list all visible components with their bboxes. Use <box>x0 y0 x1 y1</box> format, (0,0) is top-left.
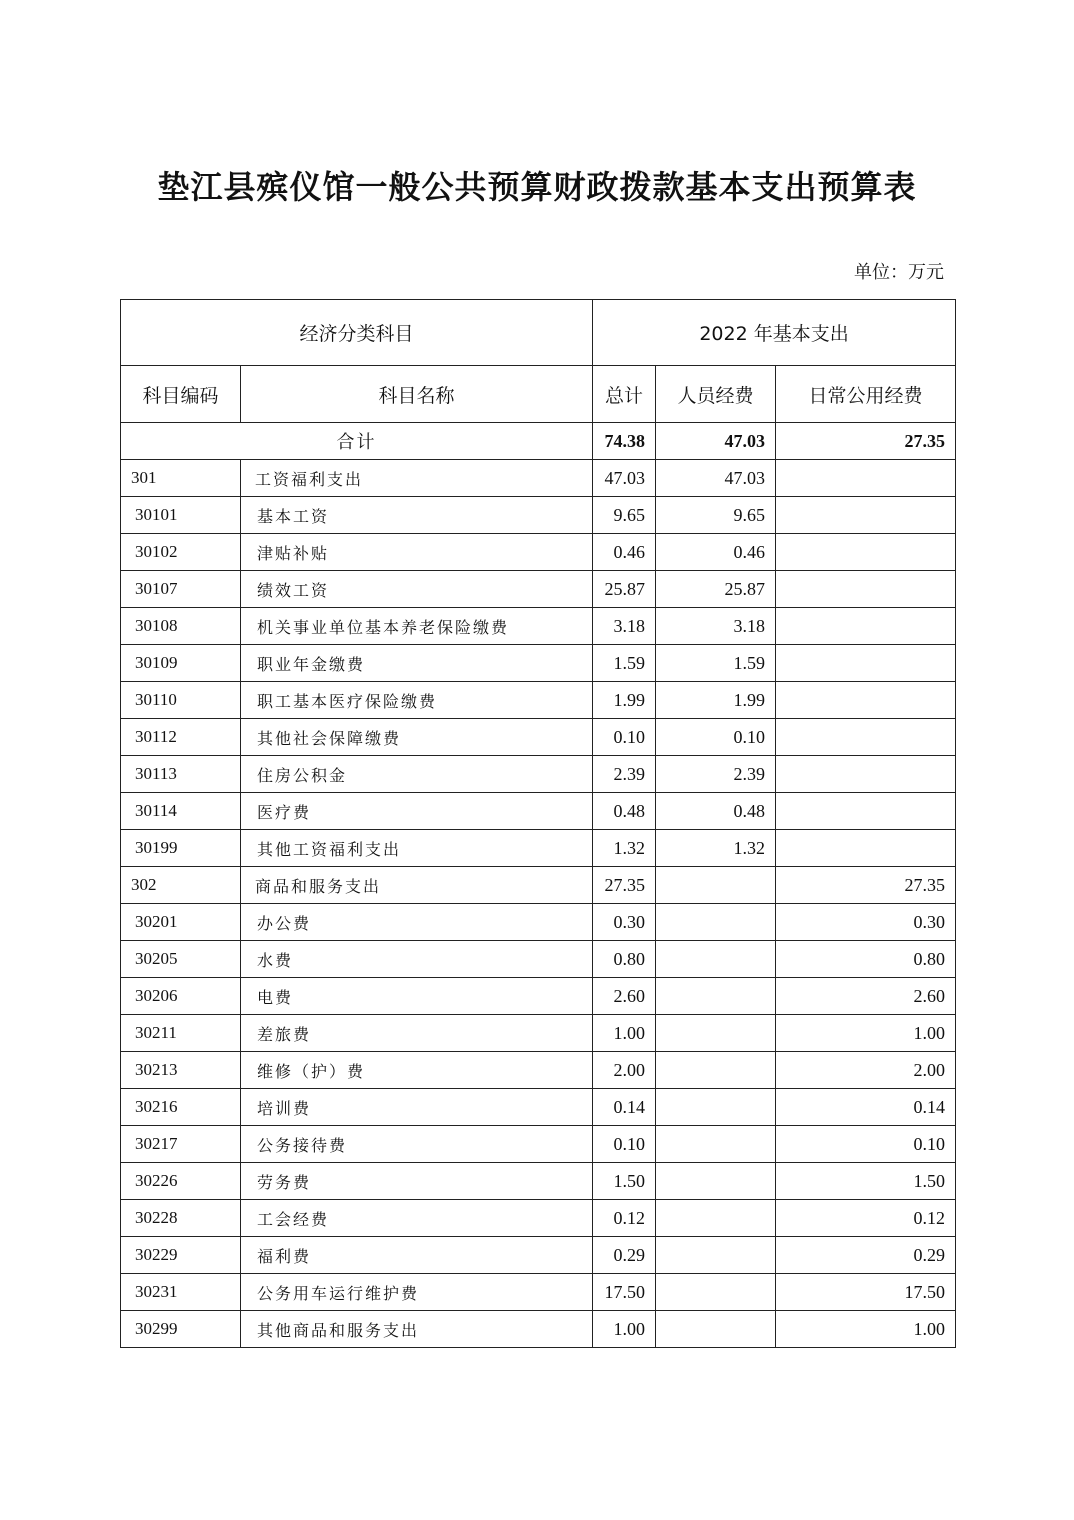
row-public <box>776 571 956 608</box>
table-row <box>121 534 956 571</box>
row-total: 1.59 <box>593 645 656 682</box>
row-personnel: 9.65 <box>656 497 776 534</box>
row-name: 维修（护）费 <box>241 1052 593 1089</box>
row-code: 30205 <box>121 941 241 978</box>
row-name: 其他工资福利支出 <box>241 830 593 867</box>
row-code: 30199 <box>121 830 241 867</box>
row-public <box>776 497 956 534</box>
row-personnel: 2.39 <box>656 756 776 793</box>
row-name: 职业年金缴费 <box>241 645 593 682</box>
table-row <box>121 460 956 497</box>
row-code: 30113 <box>121 756 241 793</box>
row-total: 2.60 <box>593 978 656 1015</box>
row-total: 1.32 <box>593 830 656 867</box>
row-total: 2.00 <box>593 1052 656 1089</box>
row-code: 30201 <box>121 904 241 941</box>
table-row <box>121 1237 956 1274</box>
row-name: 公务用车运行维护费 <box>241 1274 593 1311</box>
row-name: 水费 <box>241 941 593 978</box>
header-economic-classification: 经济分类科目 <box>121 300 593 366</box>
total-public: 27.35 <box>776 423 956 460</box>
total-personnel: 47.03 <box>656 423 776 460</box>
row-personnel <box>656 1200 776 1237</box>
row-personnel <box>656 1311 776 1348</box>
row-name: 其他社会保障缴费 <box>241 719 593 756</box>
row-name: 差旅费 <box>241 1015 593 1052</box>
row-name: 工资福利支出 <box>241 460 593 497</box>
row-code: 30216 <box>121 1089 241 1126</box>
row-name: 医疗费 <box>241 793 593 830</box>
row-personnel <box>656 1015 776 1052</box>
row-public <box>776 645 956 682</box>
row-total: 0.48 <box>593 793 656 830</box>
total-label: 合计 <box>121 423 593 460</box>
row-name: 培训费 <box>241 1089 593 1126</box>
row-personnel: 1.99 <box>656 682 776 719</box>
row-code: 30226 <box>121 1163 241 1200</box>
row-personnel <box>656 1274 776 1311</box>
row-code: 30217 <box>121 1126 241 1163</box>
row-name: 津贴补贴 <box>241 534 593 571</box>
row-public: 0.80 <box>776 941 956 978</box>
row-personnel: 1.59 <box>656 645 776 682</box>
table-row <box>121 867 956 904</box>
row-total: 0.29 <box>593 1237 656 1274</box>
row-code: 30228 <box>121 1200 241 1237</box>
table-row <box>121 1274 956 1311</box>
row-name: 绩效工资 <box>241 571 593 608</box>
row-name: 职工基本医疗保险缴费 <box>241 682 593 719</box>
row-code: 301 <box>121 460 241 497</box>
row-public: 1.50 <box>776 1163 956 1200</box>
row-public: 0.30 <box>776 904 956 941</box>
row-public: 27.35 <box>776 867 956 904</box>
row-code: 30112 <box>121 719 241 756</box>
row-personnel: 47.03 <box>656 460 776 497</box>
row-personnel: 0.10 <box>656 719 776 756</box>
row-code: 302 <box>121 867 241 904</box>
row-total: 2.39 <box>593 756 656 793</box>
row-total: 47.03 <box>593 460 656 497</box>
row-personnel: 1.32 <box>656 830 776 867</box>
row-public <box>776 793 956 830</box>
table-row <box>121 904 956 941</box>
row-public <box>776 719 956 756</box>
row-public: 2.00 <box>776 1052 956 1089</box>
row-personnel: 3.18 <box>656 608 776 645</box>
row-name: 电费 <box>241 978 593 1015</box>
row-personnel: 25.87 <box>656 571 776 608</box>
table-row <box>121 941 956 978</box>
table-row <box>121 1163 956 1200</box>
row-code: 30109 <box>121 645 241 682</box>
row-name: 福利费 <box>241 1237 593 1274</box>
row-code: 30206 <box>121 978 241 1015</box>
row-total: 17.50 <box>593 1274 656 1311</box>
row-personnel <box>656 904 776 941</box>
table-row <box>121 793 956 830</box>
table-row <box>121 1311 956 1348</box>
table-row <box>121 1089 956 1126</box>
header-column-row <box>121 366 956 423</box>
row-total: 0.10 <box>593 719 656 756</box>
row-personnel <box>656 1052 776 1089</box>
table-row <box>121 1200 956 1237</box>
row-code: 30114 <box>121 793 241 830</box>
row-code: 30231 <box>121 1274 241 1311</box>
row-public: 2.60 <box>776 978 956 1015</box>
row-code: 30102 <box>121 534 241 571</box>
row-code: 30299 <box>121 1311 241 1348</box>
table-row <box>121 571 956 608</box>
table-row <box>121 756 956 793</box>
row-code: 30107 <box>121 571 241 608</box>
total-row <box>121 423 956 460</box>
row-total: 1.99 <box>593 682 656 719</box>
row-name: 公务接待费 <box>241 1126 593 1163</box>
row-total: 0.30 <box>593 904 656 941</box>
row-total: 1.00 <box>593 1015 656 1052</box>
row-code: 30213 <box>121 1052 241 1089</box>
row-name: 工会经费 <box>241 1200 593 1237</box>
row-public <box>776 460 956 497</box>
row-total: 0.46 <box>593 534 656 571</box>
row-total: 25.87 <box>593 571 656 608</box>
row-code: 30229 <box>121 1237 241 1274</box>
header-group-row <box>121 300 956 366</box>
row-public: 0.29 <box>776 1237 956 1274</box>
row-public <box>776 608 956 645</box>
unit-label: 单位：万元 <box>854 262 944 283</box>
budget-table <box>120 299 956 1348</box>
row-code: 30101 <box>121 497 241 534</box>
row-total: 1.50 <box>593 1163 656 1200</box>
header-basic-expenditure-2022: 2022 年基本支出 <box>593 300 956 366</box>
row-total: 1.00 <box>593 1311 656 1348</box>
row-personnel <box>656 867 776 904</box>
table-row <box>121 830 956 867</box>
row-personnel <box>656 1089 776 1126</box>
row-public <box>776 830 956 867</box>
row-public <box>776 756 956 793</box>
row-name: 机关事业单位基本养老保险缴费 <box>241 608 593 645</box>
row-name: 劳务费 <box>241 1163 593 1200</box>
row-code: 30108 <box>121 608 241 645</box>
row-public: 17.50 <box>776 1274 956 1311</box>
row-total: 3.18 <box>593 608 656 645</box>
table-row <box>121 608 956 645</box>
table-row <box>121 1126 956 1163</box>
row-personnel <box>656 1237 776 1274</box>
row-personnel <box>656 978 776 1015</box>
row-public: 1.00 <box>776 1311 956 1348</box>
row-personnel <box>656 1126 776 1163</box>
header-code: 科目编码 <box>121 366 241 423</box>
row-total: 9.65 <box>593 497 656 534</box>
row-code: 30211 <box>121 1015 241 1052</box>
header-public: 日常公用经费 <box>776 366 956 423</box>
header-total: 总计 <box>593 366 656 423</box>
row-personnel <box>656 941 776 978</box>
row-public: 0.12 <box>776 1200 956 1237</box>
row-code: 30110 <box>121 682 241 719</box>
table-row <box>121 978 956 1015</box>
table-row <box>121 682 956 719</box>
row-public: 1.00 <box>776 1015 956 1052</box>
page-title: 垫江县殡仪馆一般公共预算财政拨款基本支出预算表 <box>157 168 917 206</box>
table-row <box>121 497 956 534</box>
row-public: 0.14 <box>776 1089 956 1126</box>
row-name: 商品和服务支出 <box>241 867 593 904</box>
row-personnel: 0.46 <box>656 534 776 571</box>
row-name: 其他商品和服务支出 <box>241 1311 593 1348</box>
total-total: 74.38 <box>593 423 656 460</box>
row-personnel <box>656 1163 776 1200</box>
row-public <box>776 534 956 571</box>
row-total: 0.12 <box>593 1200 656 1237</box>
row-public <box>776 682 956 719</box>
row-public: 0.10 <box>776 1126 956 1163</box>
row-name: 住房公积金 <box>241 756 593 793</box>
row-total: 0.80 <box>593 941 656 978</box>
row-name: 基本工资 <box>241 497 593 534</box>
table-row <box>121 1015 956 1052</box>
row-total: 27.35 <box>593 867 656 904</box>
table-row <box>121 645 956 682</box>
header-name: 科目名称 <box>241 366 593 423</box>
row-total: 0.10 <box>593 1126 656 1163</box>
row-personnel: 0.48 <box>656 793 776 830</box>
table-row <box>121 1052 956 1089</box>
table-row <box>121 719 956 756</box>
row-total: 0.14 <box>593 1089 656 1126</box>
row-name: 办公费 <box>241 904 593 941</box>
header-personnel: 人员经费 <box>656 366 776 423</box>
